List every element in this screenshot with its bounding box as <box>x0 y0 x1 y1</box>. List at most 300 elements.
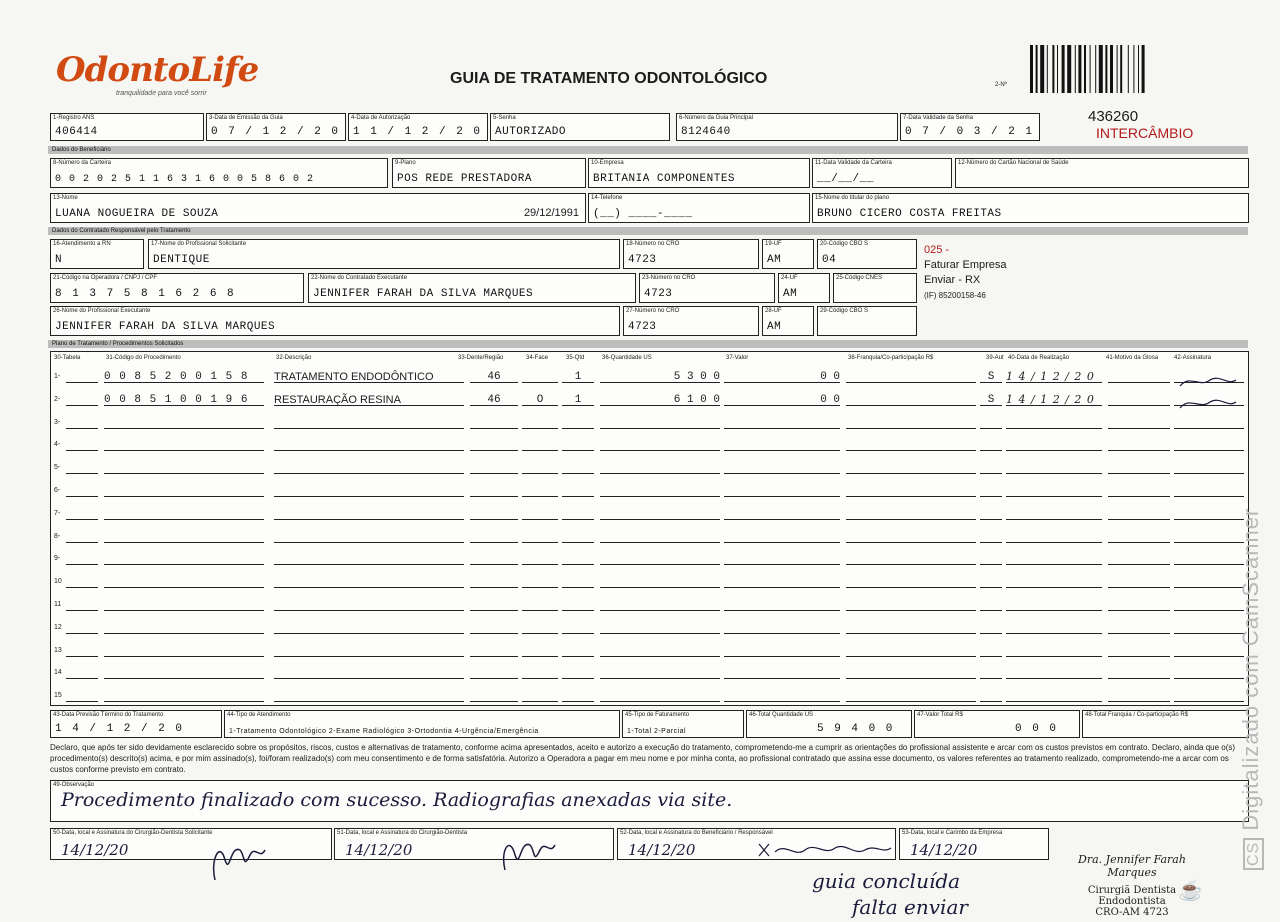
cell-glosa[interactable] <box>1108 532 1170 543</box>
cell-us[interactable] <box>600 600 720 611</box>
barcode-bar <box>1105 45 1107 93</box>
cell-qtd[interactable] <box>562 532 594 543</box>
field-cbo-29[interactable]: 29-Código CBO S <box>817 306 917 336</box>
cell-tabela[interactable] <box>66 486 98 497</box>
cell-tabela[interactable] <box>66 532 98 543</box>
cell-codigo[interactable] <box>104 418 264 429</box>
field-previsao-termino[interactable]: 43-Data Previsão Término do Tratamento 1 4 / 1 2 / 2 0 <box>50 710 222 738</box>
handwritten-note-line2: falta enviar <box>852 895 968 919</box>
observacao-text: Procedimento finalizado com sucesso. Radiografias anexadas via site. <box>61 789 733 811</box>
barcode-bar <box>1099 45 1103 93</box>
side-note-enviar: Enviar - RX <box>924 274 981 286</box>
field-uf-19[interactable]: 19-UF AM <box>762 239 814 269</box>
cell-assinatura[interactable] <box>1174 532 1244 543</box>
cell-descricao[interactable] <box>274 577 464 588</box>
cell-codigo[interactable] <box>104 600 264 611</box>
cell-tabela[interactable] <box>66 372 98 383</box>
field-validade-senha[interactable]: 7-Data Validade da Senha 0 7 / 0 3 / 2 1 <box>900 113 1040 141</box>
cell-descricao[interactable] <box>274 532 464 543</box>
cell-qtd[interactable] <box>562 600 594 611</box>
cell-codigo[interactable] <box>104 463 264 474</box>
signature-box-solicitante[interactable]: 50-Data, local e Assinatura do Cirurgião-Dentista Solicitante 14/12/20 <box>50 828 332 860</box>
signature-date-dentista: 14/12/20 <box>345 841 413 859</box>
stamp-role2: Endodontista <box>1098 896 1166 907</box>
signature-box-empresa[interactable]: 53-Data, local e Carimbo da Empresa 14/12/20 <box>899 828 1049 860</box>
barcode-bar <box>1090 45 1091 93</box>
cell-tabela[interactable] <box>66 646 98 657</box>
cell-qtd[interactable]: 1 <box>562 372 594 383</box>
barcode <box>1030 45 1195 93</box>
cell-franquia[interactable] <box>846 554 976 565</box>
cell-descricao[interactable]: TRATAMENTO ENDODÔNTICO <box>274 372 464 383</box>
cell-valor[interactable] <box>724 418 840 429</box>
col-assinatura: 42-Assinatura <box>1174 355 1212 361</box>
cell-assinatura[interactable] <box>1174 691 1244 702</box>
field-cbo-20[interactable]: 20-Código CBO S 04 <box>817 239 917 269</box>
cell-assinatura[interactable] <box>1174 646 1244 657</box>
cell-face[interactable]: O <box>522 395 558 406</box>
barcode-bar <box>1095 45 1096 93</box>
cell-codigo[interactable]: 0 0 8 5 1 0 0 1 9 6 <box>104 395 264 406</box>
cell-qtd[interactable] <box>562 486 594 497</box>
cell-data[interactable] <box>1006 623 1102 634</box>
cell-data[interactable] <box>1006 463 1102 474</box>
signature-box-beneficiario[interactable]: 52-Data, local e Assinatura do Beneficiário / Responsável 14/12/20 <box>617 828 896 860</box>
cell-data[interactable] <box>1006 600 1102 611</box>
cell-glosa[interactable] <box>1108 418 1170 429</box>
row-number: 9- <box>54 555 61 563</box>
cell-assinatura[interactable] <box>1174 486 1244 497</box>
cell-descricao[interactable] <box>274 463 464 474</box>
cell-descricao[interactable] <box>274 440 464 451</box>
cell-codigo[interactable] <box>104 532 264 543</box>
field-uf-28[interactable]: 28-UF AM <box>762 306 814 336</box>
cell-aut[interactable] <box>980 509 1002 520</box>
cell-qtd[interactable] <box>562 668 594 679</box>
field-numero-carteira[interactable]: 8-Número da Carteira 0 0 2 0 2 5 1 1 6 3 1 6 0 0 5 8 6 0 2 <box>50 158 388 188</box>
row-number: 14 <box>54 669 62 677</box>
cell-us[interactable]: 6 1 0 0 <box>600 395 720 406</box>
field-cnes[interactable]: 25-Código CNES <box>833 273 917 303</box>
cell-dente[interactable] <box>470 418 518 429</box>
cell-codigo[interactable] <box>104 440 264 451</box>
cell-aut[interactable] <box>980 646 1002 657</box>
section-contratado: Dados do Contratado Responsável pelo Tratamento <box>48 227 1248 235</box>
col-qtd: 35-Qtd <box>566 355 585 361</box>
cell-us[interactable] <box>600 486 720 497</box>
camscanner-icon: CS <box>1243 838 1264 870</box>
cell-dente[interactable] <box>470 486 518 497</box>
cell-us[interactable] <box>600 418 720 429</box>
cell-aut[interactable] <box>980 554 1002 565</box>
cell-qtd[interactable] <box>562 646 594 657</box>
barcode-bar <box>1057 45 1058 93</box>
cell-qtd[interactable] <box>562 554 594 565</box>
row-number: 7- <box>54 509 61 517</box>
cell-franquia[interactable] <box>846 646 976 657</box>
cell-data[interactable] <box>1006 509 1102 520</box>
field-valor-total[interactable]: 47-Valor Total R$ 0 0 0 <box>914 710 1080 738</box>
cell-glosa[interactable] <box>1108 623 1170 634</box>
barcode-bar <box>1047 45 1048 93</box>
cell-qtd[interactable] <box>562 691 594 702</box>
signature-box-dentista[interactable]: 51-Data, local e Assinatura do Cirurgião-Dentista 14/12/20 <box>334 828 614 860</box>
cell-aut[interactable]: S <box>980 395 1002 406</box>
cell-codigo[interactable] <box>104 668 264 679</box>
cell-tabela[interactable] <box>66 600 98 611</box>
row-number: 15 <box>54 692 62 700</box>
cell-glosa[interactable] <box>1108 509 1170 520</box>
cell-glosa[interactable] <box>1108 668 1170 679</box>
cell-valor[interactable] <box>724 623 840 634</box>
cell-codigo[interactable] <box>104 486 264 497</box>
cell-data[interactable] <box>1006 532 1102 543</box>
cell-assinatura[interactable] <box>1174 668 1244 679</box>
barcode-bar <box>1128 45 1129 93</box>
cell-glosa[interactable] <box>1108 646 1170 657</box>
field-nome[interactable]: 13-Nome LUANA NOGUEIRA DE SOUZA 29/12/1991 <box>50 193 586 223</box>
cell-aut[interactable] <box>980 418 1002 429</box>
cell-dente[interactable] <box>470 646 518 657</box>
field-atendimento-rn[interactable]: 16-Atendimento a RN N <box>50 239 144 269</box>
cell-valor[interactable]: 0 0 <box>724 372 840 383</box>
cell-glosa[interactable] <box>1108 691 1170 702</box>
field-guia-principal[interactable]: 6-Número da Guia Principal 8124640 <box>676 113 898 141</box>
cell-descricao[interactable] <box>274 691 464 702</box>
row-number: 11 <box>54 601 62 608</box>
cell-franquia[interactable] <box>846 395 976 406</box>
cell-valor[interactable] <box>724 577 840 588</box>
barcode-bar <box>1133 45 1134 93</box>
cell-glosa[interactable] <box>1108 395 1170 406</box>
tooth-icon: ☕ <box>1178 880 1203 902</box>
cell-tabela[interactable] <box>66 440 98 451</box>
cell-valor[interactable] <box>724 554 840 565</box>
cell-valor[interactable] <box>724 668 840 679</box>
cell-franquia[interactable] <box>846 577 976 588</box>
cell-face[interactable] <box>522 646 558 657</box>
cell-face[interactable] <box>522 372 558 383</box>
cell-dente[interactable] <box>470 691 518 702</box>
cell-aut[interactable] <box>980 577 1002 588</box>
field-cro-18[interactable]: 18-Número no CRO 4723 <box>623 239 759 269</box>
section-beneficiario: Dados do Beneficiário <box>48 146 1248 154</box>
field-cro-27[interactable]: 27-Número no CRO 4723 <box>623 306 759 336</box>
handwritten-note-line1: guia concluída <box>812 869 961 893</box>
cell-tabela[interactable] <box>66 577 98 588</box>
cell-valor[interactable] <box>724 646 840 657</box>
field-data-autorizacao[interactable]: 4-Data de Autorização 1 1 / 1 2 / 2 0 <box>348 113 488 141</box>
cell-qtd[interactable] <box>562 463 594 474</box>
col-dente: 33-Dente/Região <box>458 355 504 361</box>
field-profissional-executante[interactable]: 26-Nome do Profissional Executante JENNIFER FARAH DA SILVA MARQUES <box>50 306 620 336</box>
field-validade-carteira[interactable]: 11-Data Validade da Carteira __/__/__ <box>812 158 952 188</box>
cell-descricao[interactable] <box>274 623 464 634</box>
cell-dente[interactable] <box>470 623 518 634</box>
field-cartao-nacional[interactable]: 12-Número do Cartão Nacional de Saúde <box>955 158 1249 188</box>
cell-aut[interactable] <box>980 691 1002 702</box>
cell-data[interactable] <box>1006 691 1102 702</box>
barcode-bar <box>1062 45 1065 93</box>
intercambio-label: INTERCÂMBIO <box>1096 125 1194 141</box>
cell-glosa[interactable] <box>1108 600 1170 611</box>
col-face: 34-Face <box>526 355 549 361</box>
field-plano[interactable]: 9-Plano POS REDE PRESTADORA <box>392 158 586 188</box>
field-total-us[interactable]: 46-Total Quantidade US 5 9 4 0 0 <box>746 710 912 738</box>
side-note-if: (IF) 85200158-46 <box>924 291 986 300</box>
field-observacao[interactable]: 49-Observação Procedimento finalizado com sucesso. Radiografias anexadas via site. <box>50 780 1249 822</box>
cell-dente[interactable] <box>470 600 518 611</box>
barcode-bar <box>1138 45 1139 93</box>
cell-face[interactable] <box>522 418 558 429</box>
col-glosa: 41-Motivo da Glosa <box>1106 355 1159 361</box>
cell-aut[interactable] <box>980 486 1002 497</box>
cell-codigo[interactable]: 0 0 8 5 2 0 0 1 5 8 <box>104 372 264 383</box>
cell-valor[interactable] <box>724 463 840 474</box>
field-total-franquia[interactable]: 48-Total Franquia / Co-participação R$ <box>1082 710 1249 738</box>
cell-franquia[interactable] <box>846 623 976 634</box>
cell-aut[interactable] <box>980 600 1002 611</box>
barcode-bar <box>1117 45 1118 93</box>
cell-assinatura[interactable] <box>1174 440 1244 451</box>
barcode-bar <box>1084 45 1086 93</box>
section-plano: Plano de Tratamento / Procedimentos Solicitados <box>48 340 1248 348</box>
cell-qtd[interactable] <box>562 577 594 588</box>
cell-data[interactable]: 1 4 / 1 2 / 2 0 <box>1006 395 1102 406</box>
cell-aut[interactable] <box>980 440 1002 451</box>
cell-face[interactable] <box>522 509 558 520</box>
cell-descricao[interactable] <box>274 600 464 611</box>
cell-assinatura[interactable] <box>1174 623 1244 634</box>
side-note-code: 025 - <box>924 244 950 256</box>
cell-glosa[interactable] <box>1108 486 1170 497</box>
cell-glosa[interactable] <box>1108 440 1170 451</box>
cell-us[interactable] <box>600 646 720 657</box>
stamp-role1: Cirurgiã Dentista <box>1087 885 1177 896</box>
cell-face[interactable] <box>522 463 558 474</box>
cell-dente[interactable] <box>470 463 518 474</box>
cell-codigo[interactable] <box>104 577 264 588</box>
field-codigo-operadora[interactable]: 21-Código na Operadora / CNPJ / CPF 8 1 3 7 5 8 1 6 2 6 8 <box>50 273 304 303</box>
cell-tabela[interactable] <box>66 418 98 429</box>
cell-franquia[interactable] <box>846 668 976 679</box>
camscanner-watermark <box>1238 508 1264 870</box>
barcode-bar <box>1067 45 1071 93</box>
cell-valor[interactable] <box>724 509 840 520</box>
cell-assinatura[interactable] <box>1174 600 1244 611</box>
cell-descricao[interactable] <box>274 509 464 520</box>
cell-codigo[interactable] <box>104 691 264 702</box>
cell-aut[interactable] <box>980 668 1002 679</box>
cell-face[interactable] <box>522 691 558 702</box>
cell-assinatura[interactable] <box>1174 463 1244 474</box>
row-number: 5- <box>54 464 61 472</box>
row-number: 10 <box>54 578 62 586</box>
cell-franquia[interactable] <box>846 600 976 611</box>
cell-us[interactable] <box>600 577 720 588</box>
cell-descricao[interactable] <box>274 486 464 497</box>
field-senha[interactable]: 5-Senha AUTORIZADO <box>490 113 670 141</box>
field-titular[interactable]: 15-Nome do titular do plano BRUNO CICERO COSTA FREITAS <box>812 193 1249 223</box>
cell-assinatura[interactable] <box>1174 418 1244 429</box>
cell-franquia[interactable] <box>846 372 976 383</box>
cell-codigo[interactable] <box>104 509 264 520</box>
cell-aut[interactable] <box>980 463 1002 474</box>
cell-us[interactable]: 5 3 0 0 <box>600 372 720 383</box>
side-note <box>924 243 1007 303</box>
cell-codigo[interactable] <box>104 623 264 634</box>
row-number: 3- <box>54 418 61 426</box>
cell-us[interactable] <box>600 623 720 634</box>
field-cro-23[interactable]: 23-Número no CRO 4723 <box>639 273 775 303</box>
cell-us[interactable] <box>600 691 720 702</box>
signature-scribble-beneficiario <box>755 838 895 862</box>
cell-data[interactable]: 1 4 / 1 2 / 2 0 <box>1006 372 1102 383</box>
cell-face[interactable] <box>522 440 558 451</box>
cell-valor[interactable] <box>724 532 840 543</box>
cell-valor[interactable]: 0 0 <box>724 395 840 406</box>
col-descricao: 32-Descrição <box>276 355 312 361</box>
row-number: 1- <box>54 373 61 380</box>
row-number: 4- <box>54 441 61 449</box>
cell-descricao[interactable] <box>274 668 464 679</box>
cell-dente[interactable] <box>470 440 518 451</box>
cell-codigo[interactable] <box>104 646 264 657</box>
barcode-bar <box>1036 45 1038 93</box>
cell-qtd[interactable] <box>562 418 594 429</box>
cell-data[interactable] <box>1006 486 1102 497</box>
cell-data[interactable] <box>1006 440 1102 451</box>
col-us: 36-Quantidade US <box>602 355 652 361</box>
cell-franquia[interactable] <box>846 691 976 702</box>
cell-data[interactable] <box>1006 668 1102 679</box>
cell-tabela[interactable] <box>66 463 98 474</box>
cell-valor[interactable] <box>724 600 840 611</box>
cell-valor[interactable] <box>724 691 840 702</box>
cell-face[interactable] <box>522 623 558 634</box>
cell-dente[interactable] <box>470 668 518 679</box>
cell-franquia[interactable] <box>846 486 976 497</box>
cell-franquia[interactable] <box>846 418 976 429</box>
cell-us[interactable] <box>600 668 720 679</box>
signature-date-beneficiario: 14/12/20 <box>628 841 696 859</box>
cell-qtd[interactable]: 1 <box>562 395 594 406</box>
cell-aut[interactable] <box>980 623 1002 634</box>
cell-tabela[interactable] <box>66 509 98 520</box>
field-registro-ans[interactable]: 1-Registro ANS 406414 <box>50 113 204 141</box>
cell-franquia[interactable] <box>846 440 976 451</box>
cell-codigo[interactable] <box>104 554 264 565</box>
cell-glosa[interactable] <box>1108 463 1170 474</box>
cell-data[interactable] <box>1006 554 1102 565</box>
declaration-text: Declaro, que após ter sido devidamente esclarecido sobre os propósitos, riscos, custos e alternativas de tratamento, conforme acima apresentados, aceito e autorizo a execução do tratamento, comprometendo-me a cumprir as orientações do profissional assistente e arcar com os custos previstos em contrato. Declaro, ainda que o(s) procedimento(s) descrito(s) acima, e por mim assinado(s), foi/foram realizado(s) com meu consentimento e de forma satisfatória. Autorizo a Operadora a pagar em meu nome e por minha conta, ao profissional contratado que assina esse documento, os valores referentes ao tratamento realizado, comprometendo-me a arcar com os custos conforme previsto em contrato. <box>50 743 1236 774</box>
signature-scribble-dentista <box>495 830 565 880</box>
row-number: 13 <box>54 646 62 654</box>
cell-tabela[interactable] <box>66 554 98 565</box>
cell-us[interactable] <box>600 509 720 520</box>
cell-franquia[interactable] <box>846 463 976 474</box>
cell-assinatura[interactable] <box>1174 509 1244 520</box>
guia-number-label: 2-Nº <box>995 82 1007 88</box>
barcode-bar <box>1120 45 1122 93</box>
cell-dente[interactable] <box>470 554 518 565</box>
cell-data[interactable] <box>1006 577 1102 588</box>
cell-tabela[interactable] <box>66 691 98 702</box>
cell-us[interactable] <box>600 554 720 565</box>
cell-glosa[interactable] <box>1108 554 1170 565</box>
col-data-realizacao: 40-Data de Realização <box>1008 355 1070 361</box>
cell-data[interactable] <box>1006 646 1102 657</box>
signature-date-solicitante: 14/12/20 <box>61 841 129 859</box>
col-codigo: 31-Código do Procedimento <box>106 355 181 361</box>
field-uf-24[interactable]: 24-UF AM <box>778 273 830 303</box>
cell-qtd[interactable] <box>562 440 594 451</box>
barcode-bar <box>1078 45 1081 93</box>
barcode-bar <box>1030 45 1033 93</box>
cell-franquia[interactable] <box>846 509 976 520</box>
cell-descricao[interactable]: RESTAURAÇÃO RESINA <box>274 395 464 406</box>
cell-aut[interactable]: S <box>980 372 1002 383</box>
field-telefone[interactable]: 14-Telefone (__) ____-____ <box>588 193 810 223</box>
row-number: 6- <box>54 487 61 494</box>
cell-assinatura[interactable] <box>1174 577 1244 588</box>
cell-face[interactable] <box>522 486 558 497</box>
cell-aut[interactable] <box>980 532 1002 543</box>
cell-dente[interactable] <box>470 532 518 543</box>
cell-valor[interactable] <box>724 440 840 451</box>
cell-dente[interactable]: 46 <box>470 395 518 406</box>
barcode-bar <box>1052 45 1054 93</box>
field-contratado-executante[interactable]: 22-Nome do Contratado Executante JENNIFER FARAH DA SILVA MARQUES <box>308 273 636 303</box>
cell-assinatura[interactable] <box>1174 554 1244 565</box>
cell-data[interactable] <box>1006 418 1102 429</box>
cell-descricao[interactable] <box>274 646 464 657</box>
cell-face[interactable] <box>522 577 558 588</box>
field-profissional-solicitante[interactable]: 17-Nome do Profissional Solicitante DENTIQUE <box>148 239 620 269</box>
barcode-bar <box>1040 45 1044 93</box>
cell-face[interactable] <box>522 532 558 543</box>
cell-face[interactable] <box>522 600 558 611</box>
col-franquia: 38-Franquia/Co-participação R$ <box>848 355 934 361</box>
cell-qtd[interactable] <box>562 623 594 634</box>
cell-dente[interactable]: 46 <box>470 372 518 383</box>
cell-valor[interactable] <box>724 486 840 497</box>
cell-tabela[interactable] <box>66 395 98 406</box>
cell-face[interactable] <box>522 668 558 679</box>
cell-glosa[interactable] <box>1108 372 1170 383</box>
watermark-text: Digitalizado com CamScanner <box>1238 507 1263 831</box>
field-tipo-atendimento[interactable]: 44-Tipo de Atendimento 1-Tratamento Odontológico 2-Exame Radiológico 3-Ortodontia 4-Urgência/Emergência <box>224 710 620 738</box>
cell-descricao[interactable] <box>274 554 464 565</box>
field-data-emissao[interactable]: 3-Data de Emissão da Guia 0 7 / 1 2 / 2 0 <box>206 113 346 141</box>
cell-tabela[interactable] <box>66 623 98 634</box>
field-empresa[interactable]: 10-Empresa BRITANIA COMPONENTES <box>588 158 810 188</box>
cell-face[interactable] <box>522 554 558 565</box>
cell-tabela[interactable] <box>66 668 98 679</box>
cell-us[interactable] <box>600 532 720 543</box>
cell-dente[interactable] <box>470 509 518 520</box>
logo-tagline: tranquilidade para você sorrir <box>116 90 207 97</box>
field-tipo-faturamento[interactable]: 45-Tipo de Faturamento 1-Total 2-Parcial <box>622 710 744 738</box>
cell-franquia[interactable] <box>846 532 976 543</box>
cell-glosa[interactable] <box>1108 577 1170 588</box>
row-number: 12 <box>54 623 62 631</box>
cell-us[interactable] <box>600 440 720 451</box>
cell-us[interactable] <box>600 463 720 474</box>
cell-dente[interactable] <box>470 577 518 588</box>
cell-descricao[interactable] <box>274 418 464 429</box>
cell-qtd[interactable] <box>562 509 594 520</box>
